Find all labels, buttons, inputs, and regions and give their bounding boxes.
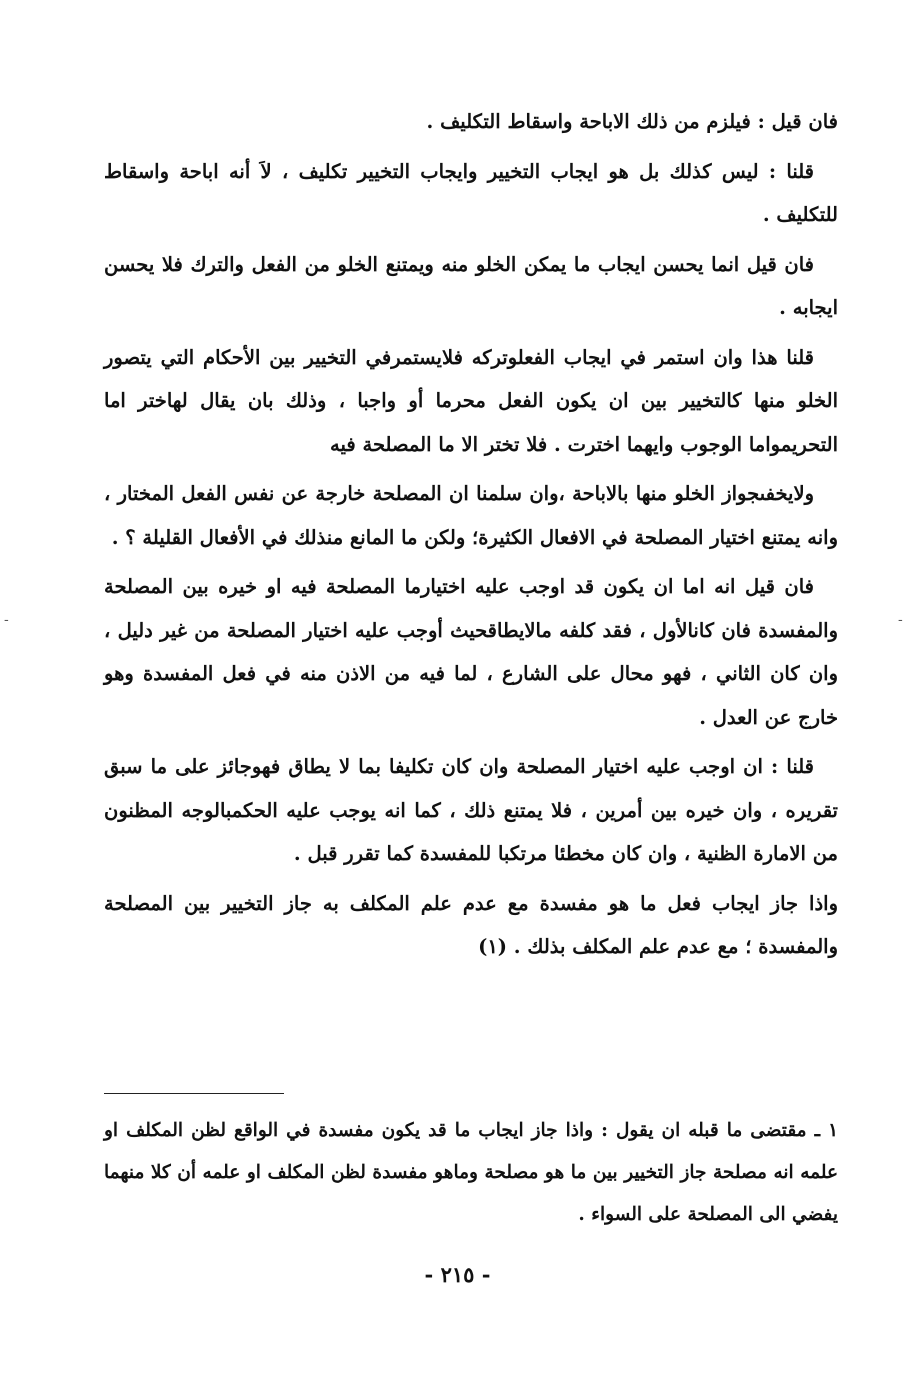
paragraph-reply-2: قلنا هذا وان استمر في ايجاب الفعلوتركه فلايستمرفي التخيير بين الأحكام التي يتصور الخلو منها كالتخيير بين ان يكون الفعل محرما أو واجبا ، وذلك بان يقال لهاختر اما التحريمواما الوجوب وايهما اخترت . فلا تختر الا ما المصلحة فيه	[104, 345, 838, 456]
footnote-divider	[104, 1093, 284, 1094]
paragraph-objection-3: فان قيل انه اما ان يكون قد اوجب عليه اختيارما المصلحة فيه او خيره بين المصلحة والمفسدة فان كانالأول ، فقد كلفه مالايطاقحيث أوجب عليه اختيار المصلحة من غير دليل ، وان كان الثاني ، فهو محال على الشارع ، لما فيه من الاذن منه في فعل المفسدة وهو خارج عن العدل .	[104, 575, 838, 729]
paragraph-continuation: ولايخفىجواز الخلو منها بالاباحة ،وان سلمنا ان المصلحة خارجة عن نفس الفعل المختار ، وانه يمتنع اختيار المصلحة في الافعال الكثيرة؛ ولكن ما المانع منذلك في الأفعال القليلة ؟ .	[104, 482, 838, 549]
margin-tick-mark: -	[4, 612, 9, 628]
page-number: - ٢١٥ -	[424, 1262, 491, 1287]
footnote: ١ ـ مقتضى ما قبله ان يقول : واذا جاز ايجاب ما قد يكون مفسدة في الواقع لظن المكلف او علمه انه مصلحة جاز التخيير بين ما هو مصلحة وماهو مفسدة لظن المكلف او علمه أن كلا منهما يفضي الى المصلحة على السواء .	[104, 1120, 838, 1225]
margin-tick-mark: -	[898, 612, 903, 628]
paragraph-reply-1: قلنا : ليس كذلك بل هو ايجاب التخيير وايجاب التخيير تكليف ، لاَ أنه اباحة واسقاط للتكليف .	[104, 159, 838, 226]
paragraph-objection-2: فان قيل انما يحسن ايجاب ما يمكن الخلو منه ويمتنع الخلو من الفعل والترك فلا يحسن ايجابه .	[104, 252, 838, 319]
paragraph-conclusion: واذا جاز ايجاب فعل ما هو مفسدة مع عدم علم المكلف به جاز التخيير بين المصلحة والمفسدة ؛ مع عدم علم المكلف بذلك . (١)	[104, 891, 838, 958]
main-text-body	[104, 100, 838, 975]
paragraph-objection-1: فان قيل : فيلزم من ذلك الاباحة واسقاط التكليف .	[426, 110, 838, 133]
paragraph-reply-3: قلنا : ان اوجب عليه اختيار المصلحة وان كان تكليفا بما لا يطاق فهوجائز على ما سبق تقريره ، وان خيره بين أمرين ، فلا يمتنع ذلك ، كما انه يوجب عليه الحكمبالوجه المظنون من الامارة الظنية ، وان كان مخطئا مرتكبا للمفسدة كما تقرر قبل .	[104, 755, 838, 865]
